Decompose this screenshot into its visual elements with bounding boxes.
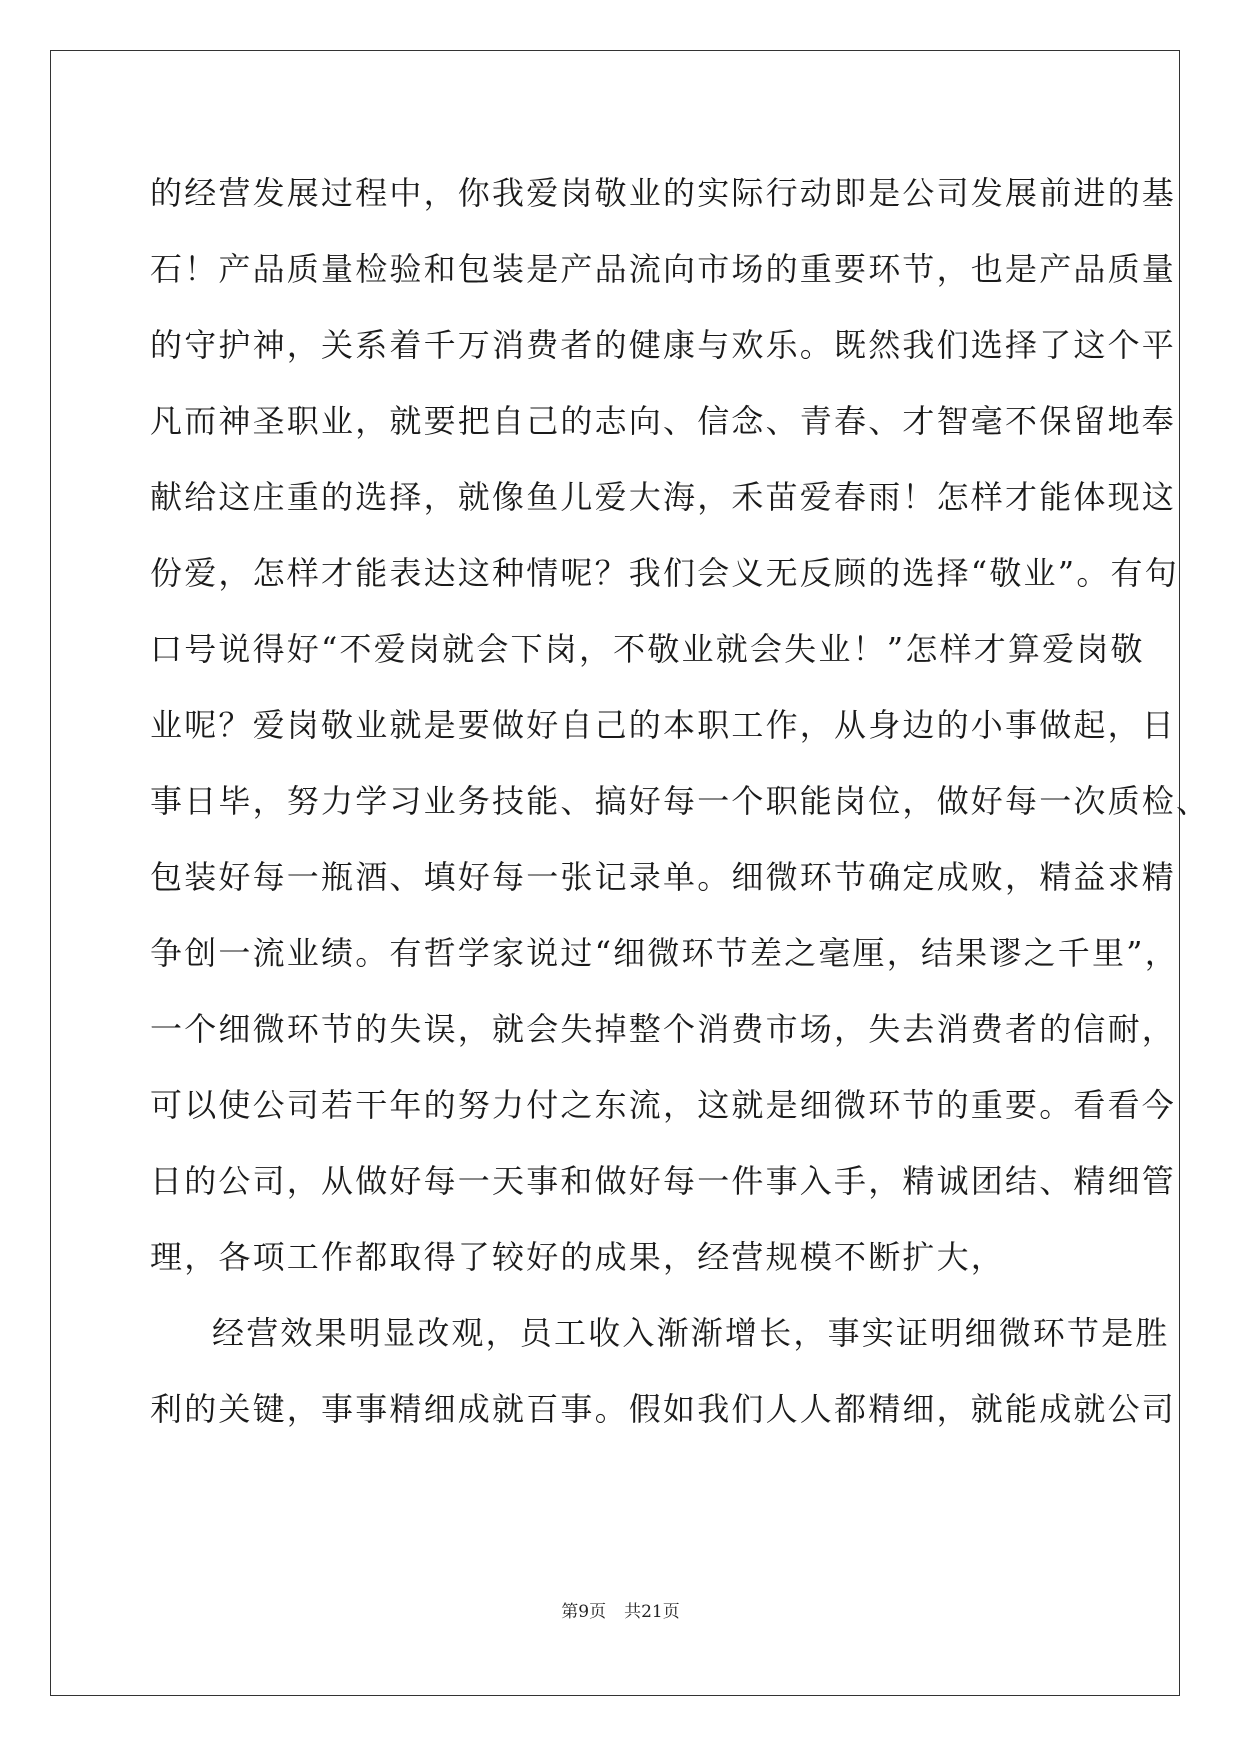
text-line: 份爱，怎样才能表达这种情呢？我们会义无反顾的选择“敬业”。有句 [150, 554, 1179, 592]
text-line: 理，各项工作都取得了较好的成果，经营规模不断扩大， [150, 1238, 1006, 1276]
text-line: 包装好每一瓶酒、填好每一张记录单。细微环节确定成败，精益求精 [150, 858, 1177, 896]
text-line: 口号说得好“不爱岗就会下岗，不敬业就会失业！”怎样才算爱岗敬 [150, 630, 1145, 668]
text-line: 事日毕，努力学习业务技能、搞好每一个职能岗位，做好每一次质检、 [150, 782, 1211, 820]
page-number-current: 第9页 [561, 1602, 607, 1622]
text-line: 业呢？爱岗敬业就是要做好自己的本职工作，从身边的小事做起，日 [150, 706, 1177, 744]
text-line: 日的公司，从做好每一天事和做好每一件事入手，精诚团结、精细管 [150, 1162, 1177, 1200]
document-body [150, 155, 1211, 1447]
text-line: 争创一流业绩。有哲学家说过“细微环节差之毫厘，结果谬之千里”， [150, 934, 1179, 972]
text-line: 石！产品质量检验和包装是产品流向市场的重要环节，也是产品质量 [150, 250, 1177, 288]
text-line: 的经营发展过程中，你我爱岗敬业的实际行动即是公司发展前进的基 [150, 174, 1177, 212]
page-footer [0, 1597, 1241, 1622]
page-number-total: 共21页 [624, 1602, 680, 1622]
text-line: 献给这庄重的选择，就像鱼儿爱大海，禾苗爱春雨！怎样才能体现这 [150, 478, 1177, 516]
text-line: 一个细微环节的失误，就会失掉整个消费市场，失去消费者的信耐， [150, 1010, 1177, 1048]
text-line: 利的关键，事事精细成就百事。假如我们人人都精细，就能成就公司 [150, 1390, 1177, 1428]
text-line: 凡而神圣职业，就要把自己的志向、信念、青春、才智毫不保留地奉 [150, 402, 1177, 440]
text-line: 的守护神，关系着千万消费者的健康与欢乐。既然我们选择了这个平 [150, 326, 1177, 364]
text-line: 经营效果明显改观，员工收入渐渐增长，事实证明细微环节是胜 [212, 1314, 1170, 1352]
text-line: 可以使公司若干年的努力付之东流，这就是细微环节的重要。看看今 [150, 1086, 1177, 1124]
